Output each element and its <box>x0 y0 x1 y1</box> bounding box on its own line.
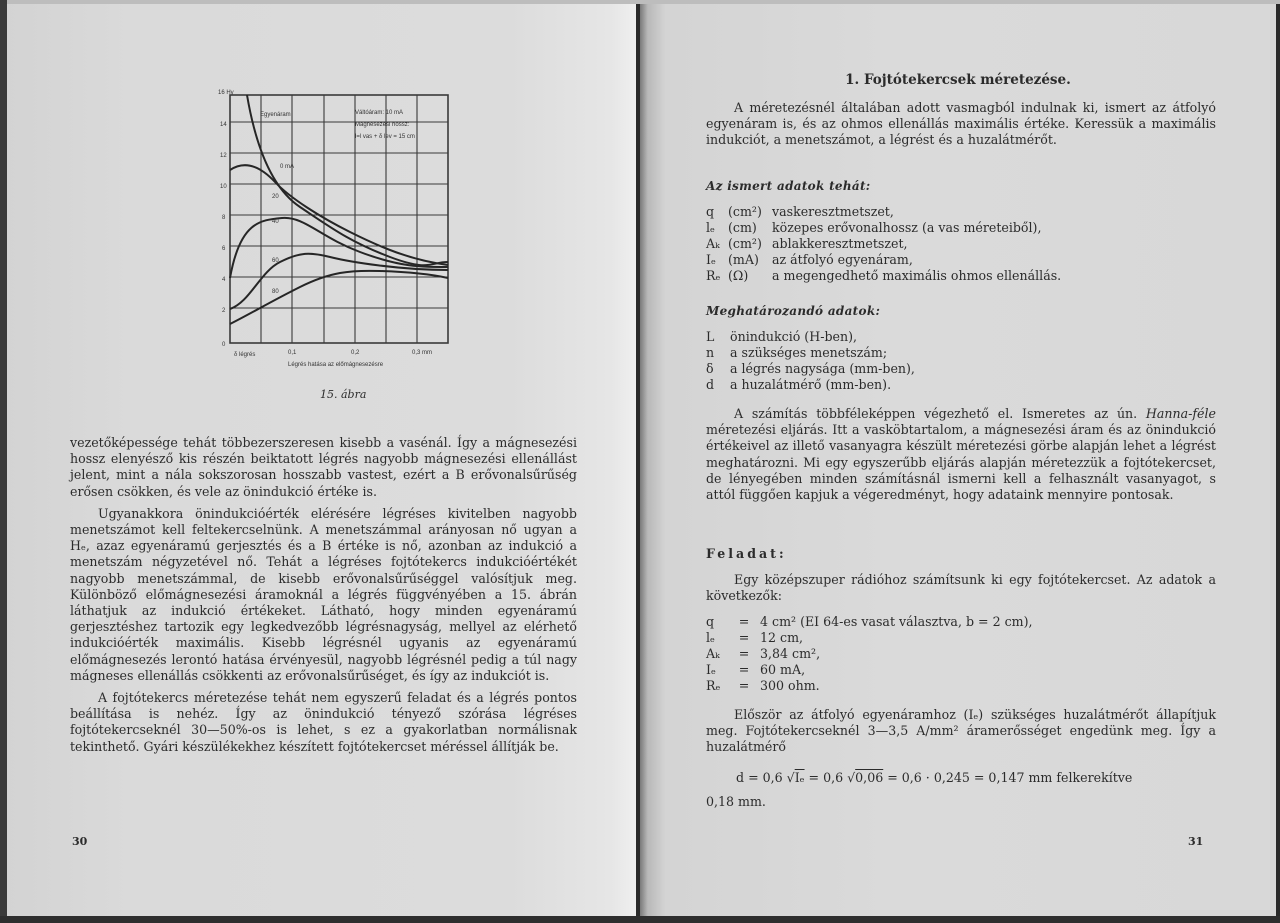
task-row: Rₑ = 300 ohm. <box>706 678 820 693</box>
wire-formula: d = 0,6 √Iₑ = 0,6 √0,06 = 0,6 · 0,245 = 0,147 mm felkerekítve <box>736 770 1133 785</box>
bottom-edge <box>0 916 1280 923</box>
figure-15-chart <box>200 82 480 402</box>
svg-text:10: 10 <box>220 184 227 190</box>
page-number-right: 31 <box>1188 835 1204 848</box>
unknown-row: L önindukció (H-ben), <box>706 329 857 344</box>
svg-text:2: 2 <box>222 308 226 314</box>
figure-caption: 15. ábra <box>320 388 367 401</box>
svg-text:4: 4 <box>222 277 226 283</box>
left-text <box>70 435 577 755</box>
known-row: Aₖ (cm²) ablakkeresztmetszet, <box>706 236 908 251</box>
paragraph-2: Ugyanakkora önindukcióérték elérésére légréses kivitelben nagyobb menetszámot kell feltekercselnünk. A menetszámmal arányosan nő ugyan a Hₑ, azaz egyenáramú gerjesztés és a B értéke is nő, azonban az indukció a menetszám négyzetével nő. Tehát a légréses fojtótekercs indukcióértékét nagyobb menetszámmal, de kisebb erővonalsűrűséggel valósítjuk meg. Különböző előmágnesezési áramoknál a légrés függvényében a 15. ábrán láthatjuk az indukció értékeket. Látható, hogy minden egyenáramú gerjesztéshez tartozik egy legkedvezőbb légrésnagyság, mellyel az elérhető indukcióérték maximális. Kisebb légrésnél ugyanis az egyenáramú előmágnesezés lerontó hatása érvényesül, nagyobb légrésnél pedig a túl nagy mágneses ellenállás csökkenti az erővonalsűrűséget, és így az indukciót is. <box>70 505 577 683</box>
unknown-heading: Meghatározandó adatok: <box>706 304 881 318</box>
left-edge <box>0 0 7 923</box>
svg-text:l=l vas + δ lev = 15 cm: l=l vas + δ lev = 15 cm <box>355 134 415 140</box>
task-row: Iₑ = 60 mA, <box>706 662 806 677</box>
unknown-row: d a huzalátmérő (mm-ben). <box>706 377 892 392</box>
paragraph-1: vezetőképessége tehát többezerszeresen kisebb a vasénál. Így a mágnesezési hossz elenyésző kis részén beiktatott légrés nagyobb mágnesezési ellenállást jelent, mint a nála sokszorosan hosszabb vastest, ezért a B erővonalsűrűség erősen csökken, és vele az önindukció értéke is. <box>70 435 577 499</box>
task-text <box>706 572 1216 604</box>
page-number-left: 30 <box>72 835 88 848</box>
intro-paragraph: A méretezésnél általában adott vasmagból indulnak ki, ismert az átfolyó egyenáram is, és az ohmos ellenállás maximális értéke. Keressük a maximális indukciót, a menetszámot, a légrést és a huzalátmérőt. <box>706 100 1216 148</box>
svg-text:8: 8 <box>222 215 226 221</box>
svg-text:Mágnesezési hossz:: Mágnesezési hossz: <box>355 122 410 128</box>
known-row: q (cm²) vaskeresztmetszet, <box>706 204 894 219</box>
known-row: Rₑ (Ω) a megengedhető maximális ohmos ellenállás. <box>706 268 1062 283</box>
curve-80ma <box>230 271 448 324</box>
svg-text:16 Hy: 16 Hy <box>218 90 234 96</box>
method-paragraph: A számítás többféleképpen végezhető el. Ismeretes az ún. Hanna-féle méretezési eljárás. Itt a vasköbtartalom, a mágnesezési áram és az önindukció értékeivel az illető vasanyagra készült méretezési görbe alapján lehet a légrést meghatározni. Mi egy egyszerűbb eljárás alapján méretezzük a fojtótekercset, de lényegében minden számításnál ismerni kell a felhasznált vasanyagot, s attól függően kapjuk a végeredményt, hogy adataink mennyire pontosak. <box>706 406 1216 503</box>
svg-text:6: 6 <box>222 246 226 252</box>
task-row: lₑ = 12 cm, <box>706 630 804 645</box>
wire-text <box>706 707 1216 756</box>
formula-result: 0,18 mm. <box>706 794 766 809</box>
svg-text:60: 60 <box>272 258 279 264</box>
curve-0ma <box>247 95 448 265</box>
task-values <box>706 614 1033 694</box>
task-heading: Feladat: <box>706 546 787 561</box>
svg-text:Egyenáram: Egyenáram <box>260 112 291 118</box>
known-heading: Az ismert adatok tehát: <box>706 179 871 193</box>
unknown-row: δ a légrés nagysága (mm-ben), <box>706 361 915 376</box>
wire-paragraph: Először az átfolyó egyenáramhoz (Iₑ) szükséges huzalátmérőt állapítjuk meg. Fojtótekercseknél 3—3,5 A/mm² áramerősséget engedünk meg. Így a huzalátmérő <box>706 707 1216 755</box>
svg-text:δ légrés: δ légrés <box>234 352 256 358</box>
paragraph-3: A fojtótekercs méretezése tehát nem egyszerű feladat és a légrés pontos beállítása is nehéz. Így az önindukció tényező szórása légréses fojtótekercseknél 30—50%-os is lehet, s ez a gyakorlatban normálisnak tekinthető. Gyári készülékekhez készített fojtótekercset méréssel állítják be. <box>70 690 577 754</box>
unknown-row: n a szükséges menetszám; <box>706 345 888 360</box>
svg-text:0 mA: 0 mA <box>280 164 295 170</box>
known-data-section <box>706 178 1061 284</box>
unknown-data-section <box>706 303 915 393</box>
curve-60ma <box>230 254 448 309</box>
known-row: Iₑ (mA) az átfolyó egyenáram, <box>706 252 913 267</box>
intro-text <box>706 100 1216 149</box>
known-row: lₑ (cm) közepes erővonalhossz (a vas méreteiből), <box>706 220 1042 235</box>
svg-text:12: 12 <box>220 153 227 159</box>
svg-text:80: 80 <box>272 289 279 295</box>
svg-text:Légrés hatása az előmágnesezés: Légrés hatása az előmágnesezésre <box>288 362 384 368</box>
svg-text:Váltóáram: 10 mA: Váltóáram: 10 mA <box>355 110 404 116</box>
svg-text:0: 0 <box>222 342 226 348</box>
svg-text:40: 40 <box>272 219 279 225</box>
svg-text:20: 20 <box>272 194 279 200</box>
inductance-chart <box>200 82 480 402</box>
task-row: Aₖ = 3,84 cm², <box>706 646 821 661</box>
task-row: q = 4 cm² (EI 64-es vasat választva, b = 2 cm), <box>706 614 1033 629</box>
svg-text:0,2: 0,2 <box>351 350 360 356</box>
svg-text:0,1: 0,1 <box>288 350 297 356</box>
section-heading: 1. Fojtótekercsek méretezése. <box>845 72 1071 88</box>
task-intro: Egy középszuper rádióhoz számítsunk ki egy fojtótekercset. Az adatok a következők: <box>706 572 1216 604</box>
svg-text:14: 14 <box>220 122 227 128</box>
svg-text:0,3 mm: 0,3 mm <box>412 350 433 356</box>
method-text <box>706 406 1216 503</box>
